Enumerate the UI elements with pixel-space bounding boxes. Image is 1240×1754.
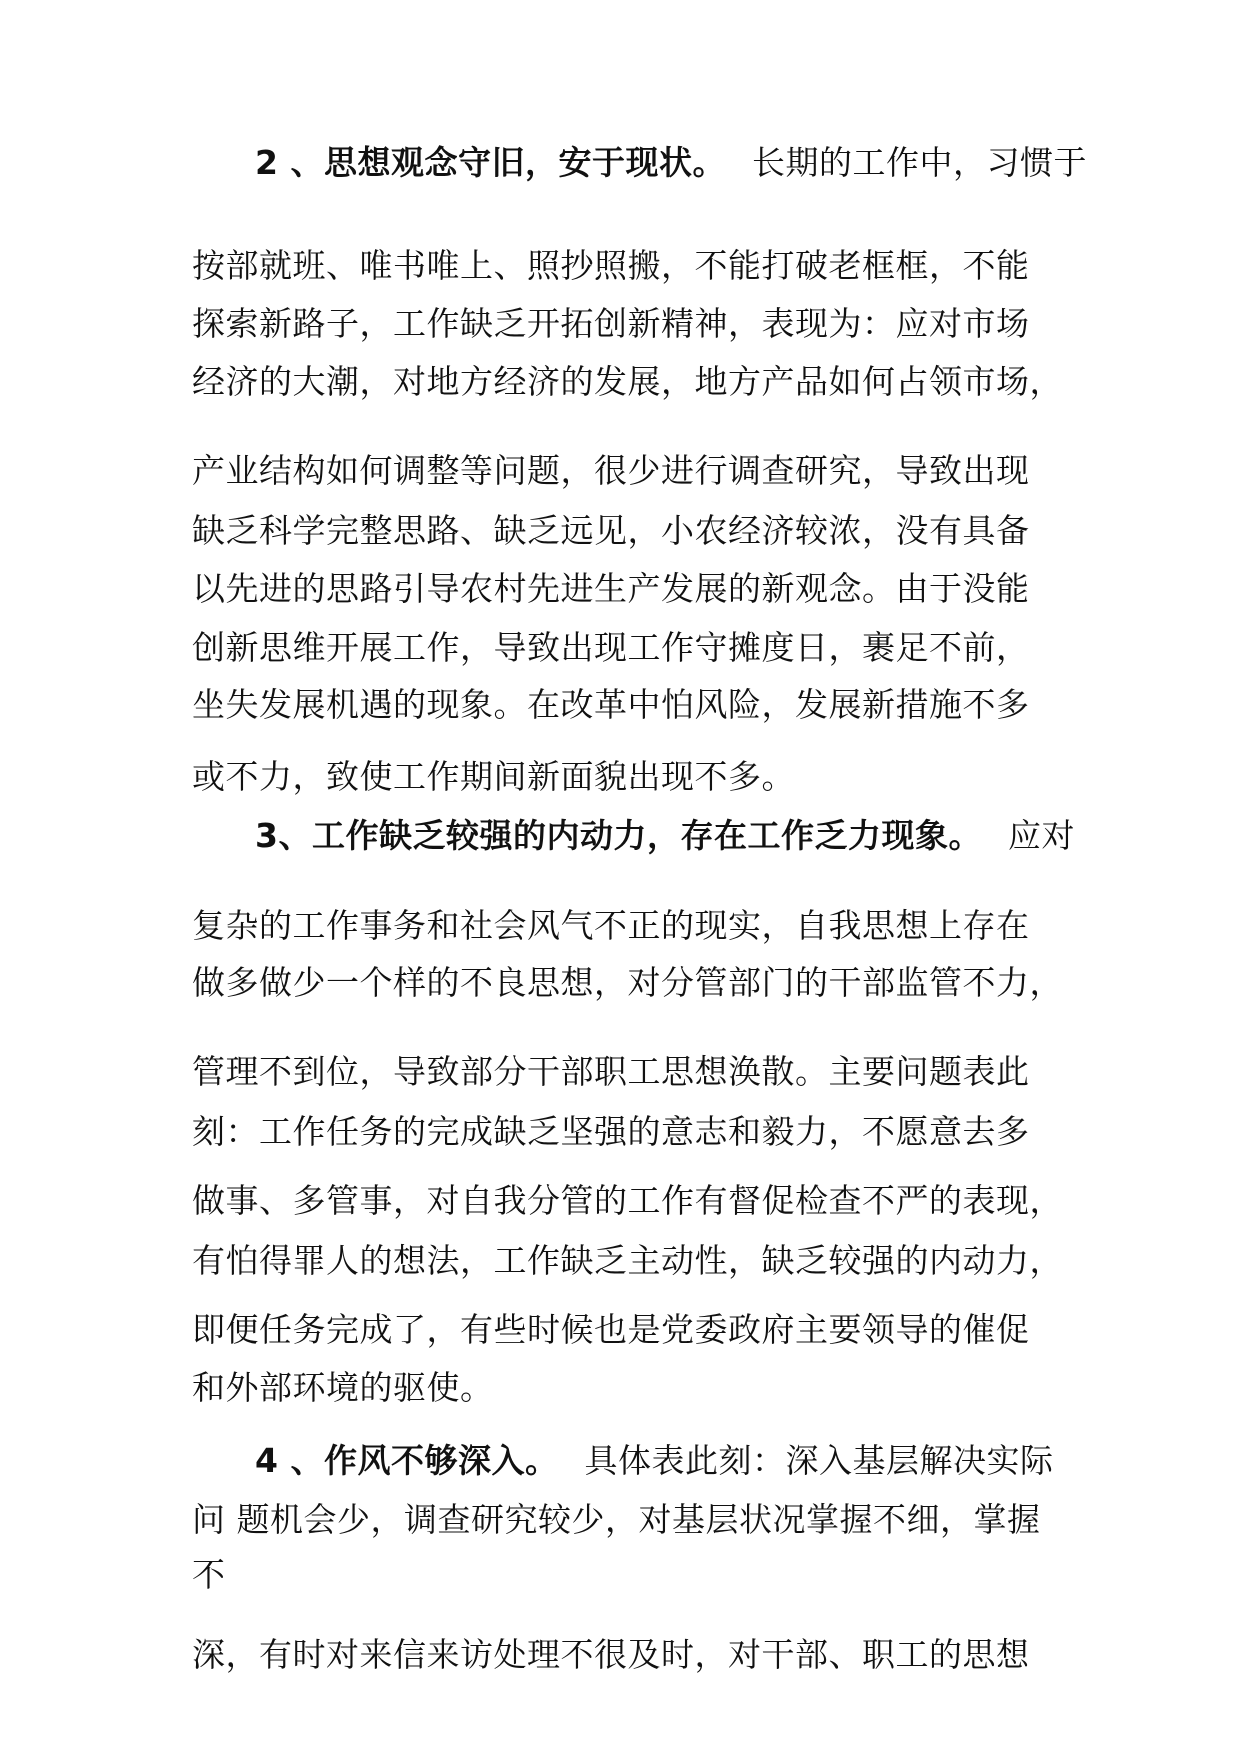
body-line: 做事、多管事，对自我分管的工作有督促检查不严的表现，: [192, 1181, 1063, 1220]
body-line: 和外部环境的驱使。: [192, 1368, 494, 1407]
body-line: 以先进的思路引导农村先进生产发展的新观念。由于没能: [192, 569, 1030, 608]
body-line: 缺乏科学完整思路、缺乏远见，小农经济较浓，没有具备: [192, 511, 1030, 550]
paragraph-2-first-line: [255, 143, 1087, 183]
body-line: 创新思维开展工作，导致出现工作守摊度日，裹足不前，: [192, 628, 1030, 667]
body-line: 不: [192, 1555, 226, 1594]
paragraph-4-first-line: [255, 1441, 1053, 1481]
body-line: 管理不到位，导致部分干部职工思想涣散。主要问题表此: [192, 1052, 1030, 1091]
body-line: 复杂的工作事务和社会风气不正的现实，自我思想上存在: [192, 906, 1030, 945]
body-line: 刻：工作任务的完成缺乏坚强的意志和毅力，不愿意去多: [192, 1112, 1030, 1151]
body-line: 有怕得罪人的想法，工作缺乏主动性，缺乏较强的内动力，: [192, 1241, 1063, 1280]
paragraph-3-lead-text: 应对: [1007, 816, 1075, 855]
paragraph-4-lead-text: 具体表此刻：深入基层解决实际: [584, 1441, 1054, 1480]
body-line: 深，有时对来信来访处理不很及时，对干部、职工的思想: [192, 1635, 1030, 1674]
paragraph-2-heading: 2 、思想观念守旧，安于现状。: [255, 143, 726, 182]
body-line: 做多做少一个样的不良思想，对分管部门的干部监管不力，: [192, 963, 1063, 1002]
paragraph-4-heading: 4 、作风不够深入。: [255, 1441, 559, 1480]
body-line: 即便任务完成了，有些时候也是党委政府主要领导的催促: [192, 1310, 1030, 1349]
paragraph-3-first-line: [255, 816, 1075, 856]
paragraph-2-lead-text: 长期的工作中，习惯于: [751, 143, 1087, 182]
body-line: 坐失发展机遇的现象。在改革中怕风险，发展新措施不多: [192, 685, 1030, 724]
body-line: 经济的大潮，对地方经济的发展，地方产品如何占领市场，: [192, 362, 1063, 401]
paragraph-3-heading: 3、工作缺乏较强的内动力，存在工作乏力现象。: [255, 816, 982, 855]
body-line: 产业结构如何调整等问题，很少进行调查研究，导致出现: [192, 451, 1030, 490]
body-line: 问 题机会少，调查研究较少，对基层状况掌握不细，掌握: [192, 1500, 1041, 1539]
body-line: 探索新路子，工作缺乏开拓创新精神，表现为：应对市场: [192, 304, 1030, 343]
body-line: 或不力，致使工作期间新面貌出现不多。: [192, 757, 795, 796]
body-line: 按部就班、唯书唯上、照抄照搬，不能打破老框框，不能: [192, 246, 1030, 285]
